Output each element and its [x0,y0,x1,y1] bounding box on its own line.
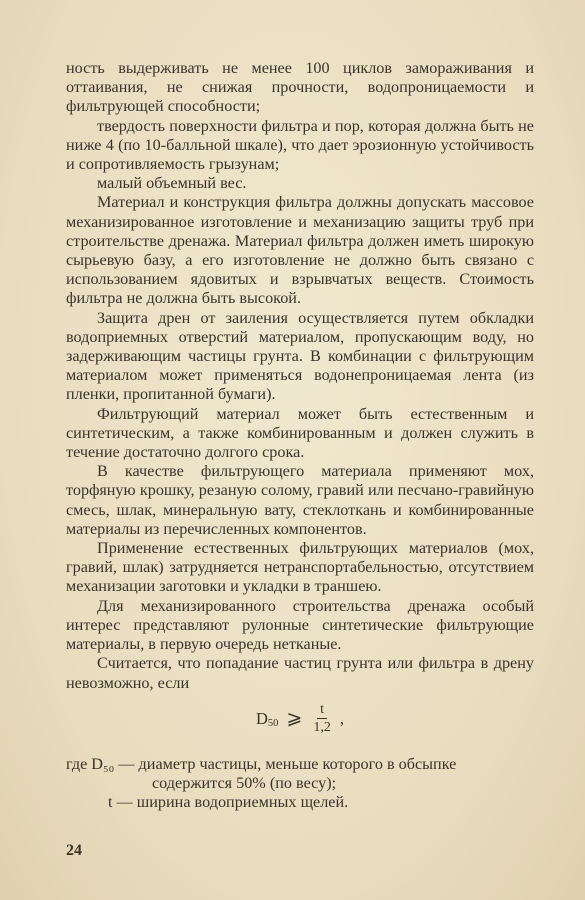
paragraph: Для механизированного строительства дренажа особый интерес представляют рулонные синтетические фильтрующие материалы, в первую очередь нетканые. [66,596,534,654]
formula [66,693,534,755]
paragraph: Защита дрен от заиления осуществляется путем обкладки водоприемных отверстий материалом, пропускающим воду, но задерживающим частицы грунта. В комбинации с фильтрующим материалом может применяться водонепроницаемая лента (из пленки, пропитанной бумаги). [66,308,534,404]
formula-numerator: t [317,703,327,719]
paragraph: Материал и конструкция фильтра должны допускать массовое механизированное изготовление и механизацию защиты труб при строительстве дренажа. Материал фильтра должен иметь широкую сырьевую базу, а его изготовление не должно быть связано с использованием ядовитых и взрывчатых веществ. Стоимость фильтра не должна быть высокой. [66,193,534,308]
paragraph: ность выдерживать не менее 100 циклов замораживания и оттаивания, не снижая прочности, водопроницаемости и фильтрующей способности; [66,59,534,116]
paragraph: Применение естественных фильтрующих материалов (мох, гравий, шлак) затрудняется нетранспортабельностью, отсутствием механизации заготовки и укладки в траншею. [66,539,534,596]
definition-line: t — ширина водоприемных щелей. [108,793,349,812]
paragraph: В качестве фильтрующего материала применяют мох, торфяную крошку, резаную солому, гравий или песчано-гравийную смесь, шлак, минеральную вату, стеклоткань и комбинированные материалы из перечисленных компонентов. [66,462,534,538]
formula-lhs: D [256,709,268,729]
page-number: 24 [66,842,82,859]
formula-denominator: 1,2 [313,719,331,735]
paragraph: твердость поверхности фильтра и пор, которая должна быть не ниже 4 (по 10-балльной шкале), что дает эрозионную устойчивость и сопротивляемость грызунам; [66,116,534,174]
formula-fraction [310,703,334,735]
formula-trailing: , [339,709,344,729]
paragraph: Считается, что попадание частиц грунта или фильтра в дрену невозможно, если [66,654,534,692]
body-text [66,59,534,812]
formula-relation: ⩾ [286,708,303,730]
formula-lhs-subscript: 50 [267,718,279,730]
definition-line: содержится 50% (по весу); [152,773,337,792]
formula-expression [256,703,344,735]
definition-line: где D₅₀ — диаметр частицы, меньше которого в обсыпке [66,754,457,773]
paragraph: Фильтрующий материал может быть естественным и синтетическим, а также комбинированным и должен служить в течение достаточно долгого срока. [66,404,534,462]
paragraph: малый объемный вес. [97,174,247,193]
